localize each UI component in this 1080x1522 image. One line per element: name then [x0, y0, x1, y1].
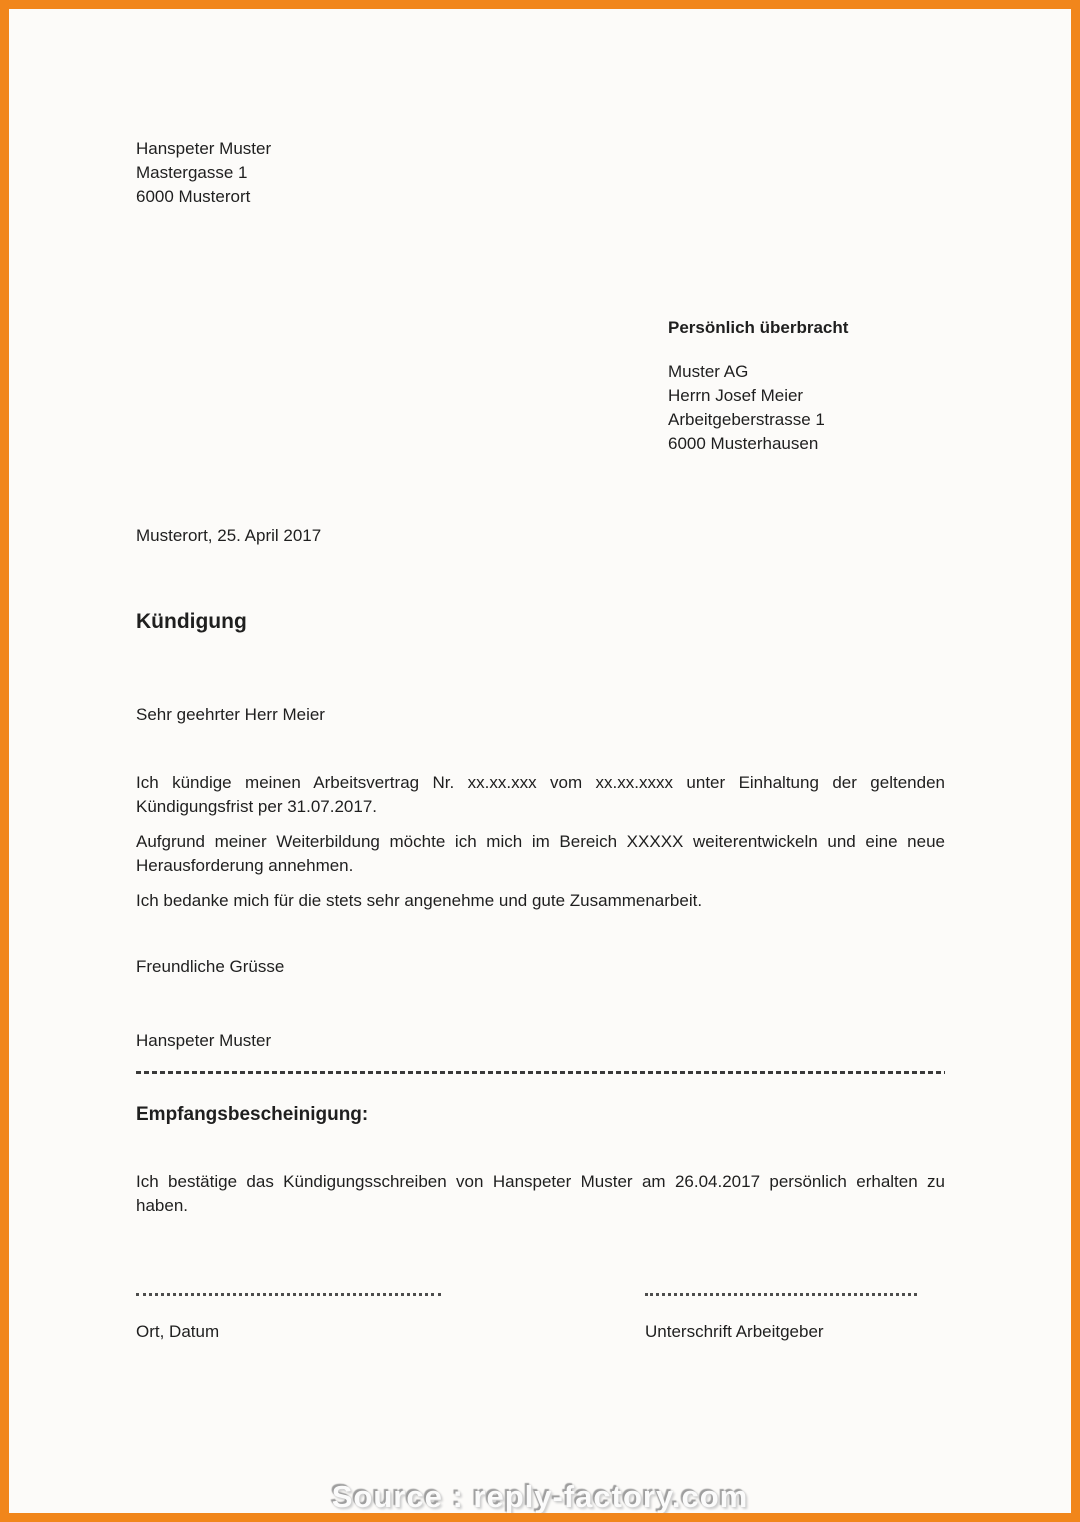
source-caption: Source : reply-factory.com — [331, 1479, 749, 1514]
signature-name: Hanspeter Muster — [136, 1031, 272, 1050]
sender-address-block — [136, 137, 945, 209]
signature-dotted-line — [136, 1292, 441, 1296]
date-line: Musterort, 25. April 2017 — [136, 526, 322, 545]
recipient-street: Arbeitgeberstrasse 1 — [668, 410, 825, 429]
receipt-heading: Empfangsbescheinigung: — [136, 1104, 369, 1125]
recipient-address-block — [668, 316, 945, 456]
signature-label-employer: Unterschrift Arbeitgeber — [645, 1322, 824, 1341]
paragraph-thanks: Ich bedanke mich für die stets sehr angenehme und gute Zusammenarbeit. — [136, 891, 703, 910]
signature-field-employer — [645, 1292, 917, 1344]
signature-label-place-date: Ort, Datum — [136, 1322, 220, 1341]
letter-content — [9, 9, 1071, 1344]
paragraph-termination: Ich kündige meinen Arbeitsvertrag Nr. xx.xx.xxx vom xx.xx.xxxx unter Einhaltung der geltenden Kündigungsfrist per 31.07.2017. — [136, 773, 945, 816]
dash-separator-line — [136, 1071, 945, 1074]
sender-city: 6000 Musterort — [136, 187, 251, 206]
recipient-company: Muster AG — [668, 362, 749, 381]
sender-name: Hanspeter Muster — [136, 139, 272, 158]
receipt-confirmation-text: Ich bestätige das Kündigungsschreiben von Hanspeter Muster am 26.04.2017 persönlich erhalten zu haben. — [136, 1172, 945, 1215]
salutation: Sehr geehrter Herr Meier — [136, 705, 325, 724]
letter-body — [136, 771, 945, 913]
delivery-note: Persönlich überbracht — [668, 318, 849, 337]
signature-fields-row — [136, 1292, 945, 1344]
sender-street: Mastergasse 1 — [136, 163, 248, 182]
letter-title: Kündigung — [136, 610, 247, 633]
recipient-city: 6000 Musterhausen — [668, 434, 819, 453]
recipient-person: Herrn Josef Meier — [668, 386, 804, 405]
closing: Freundliche Grüsse — [136, 957, 285, 976]
paragraph-reason: Aufgrund meiner Weiterbildung möchte ich mich im Bereich XXXXX weiterentwickeln und eine neue Herausforderung annehmen. — [136, 832, 945, 875]
signature-dotted-line — [645, 1292, 917, 1296]
signature-field-place-date — [136, 1292, 441, 1344]
